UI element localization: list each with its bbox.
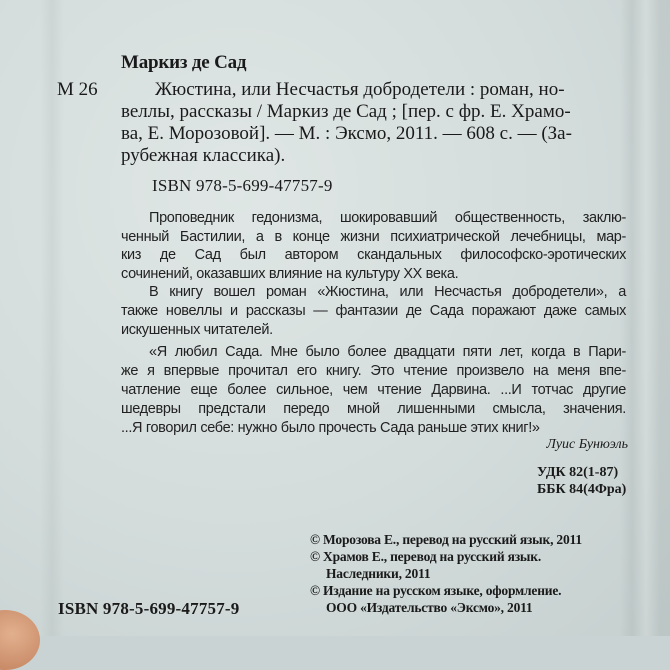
copyright-continuation: ООО «Издательство «Эксмо», 2011	[326, 600, 533, 615]
biblio-line: веллы, рассказы / Маркиз де Сад ; [пер. с фр. Е. Храмо-	[121, 101, 571, 122]
annotation-line: киз де Сад был автором скандальных философско-эротических	[121, 247, 626, 264]
biblio-line: Жюстина, или Несчастья добродетели : роман, но-	[155, 79, 565, 100]
annotation-paragraph-1	[121, 209, 626, 283]
bibliographic-description	[121, 79, 626, 167]
quote-line: чатление еще более сильное, чем чтение Дарвина. ...И тотчас другие	[121, 382, 626, 398]
quote-line: ...Я говорил себе: нужно было прочесть Сада раньше этих книг!»	[121, 420, 540, 436]
isbn-footer: ISBN 978-5-699-47757-9	[58, 599, 240, 618]
annotation-line: искушенных читателей.	[121, 321, 273, 338]
annotation-line: сочинений, оказавших влияние на культуру XX века.	[121, 265, 459, 282]
finger-edge	[0, 610, 40, 670]
copyright-line: © Храмов Е., перевод на русский язык.	[310, 549, 542, 564]
quote-line: же я впервые прочитал его книгу. Это чтение произвело на меня впе-	[121, 363, 626, 379]
copyright-continuation: Наследники, 2011	[326, 566, 431, 581]
quote-attribution: Луис Бунюэль	[546, 437, 628, 452]
quote-line: шедевры предстали передо мной лишенными смысла, значения.	[121, 401, 626, 417]
udk-code: УДК 82(1-87)	[537, 465, 619, 480]
library-code: М 26	[57, 79, 98, 100]
annotation-line: В книгу вошел роман «Жюстина, или Несчастья добродетели», а	[149, 284, 626, 301]
author-heading: Маркиз де Сад	[121, 52, 247, 73]
annotation-paragraph-2	[121, 283, 626, 339]
annotation	[121, 209, 626, 339]
annotation-line: ченный Бастилии, а в конце жизни психиатрической лечебницы, мар-	[121, 228, 626, 245]
annotation-line: также новеллы и рассказы — фантазии де Сада поражают даже самых	[121, 302, 626, 319]
copyright-block	[310, 531, 582, 616]
annotation-line: Проповедник гедонизма, шокировавший общественность, заклю-	[149, 210, 626, 226]
classification-codes	[537, 464, 626, 498]
biblio-line: ва, Е. Морозовой]. — М. : Эксмо, 2011. — 608 с. — (За-	[121, 123, 572, 144]
copyright-line: © Морозова Е., перевод на русский язык, 2011	[310, 532, 582, 547]
isbn-record: ISBN 978-5-699-47757-9	[152, 176, 333, 195]
biblio-line: рубежная классика).	[121, 145, 286, 166]
quote-line: «Я любил Сада. Мне было более двадцати пяти лет, когда в Пари-	[149, 344, 626, 360]
bbk-code: ББК 84(4Фра)	[537, 482, 627, 497]
epigraph-quote	[121, 343, 626, 438]
copyright-line: © Издание на русском языке, оформление.	[310, 583, 562, 598]
